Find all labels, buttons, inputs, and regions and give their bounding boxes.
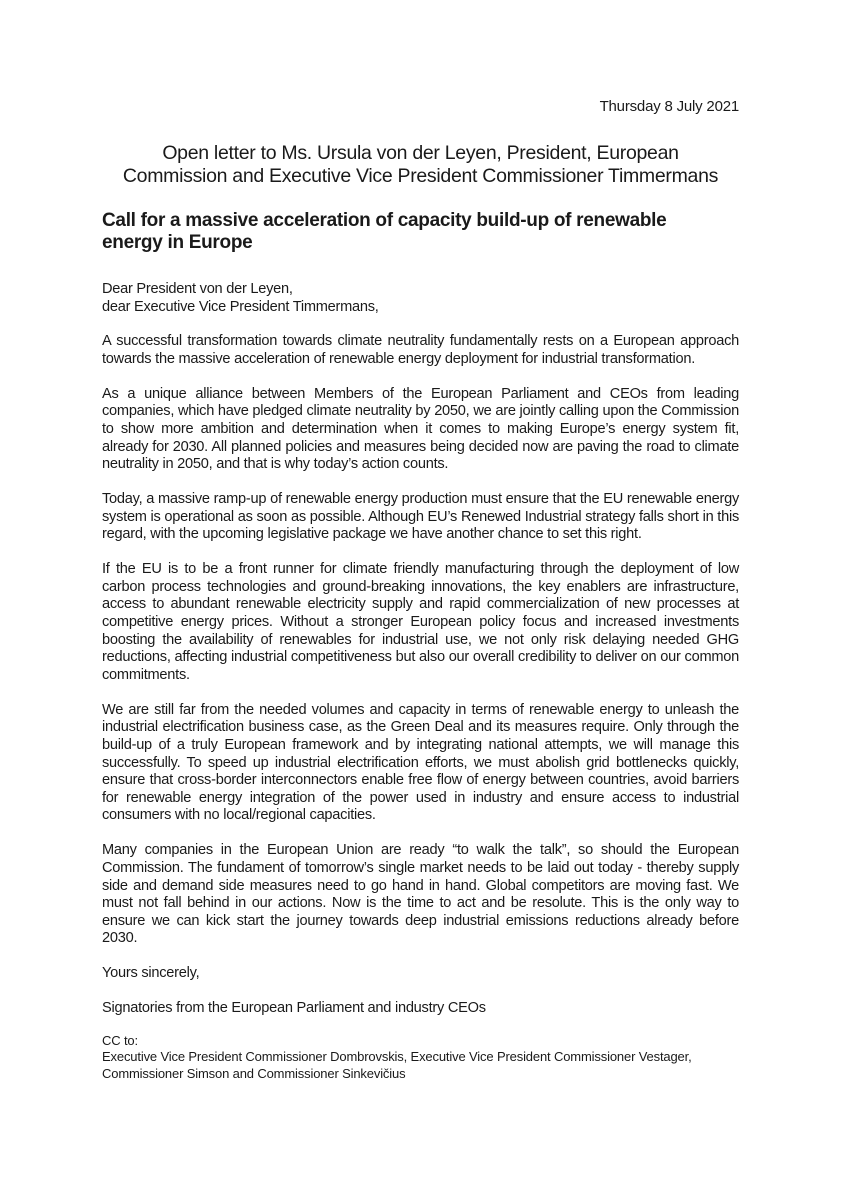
letter-title [92, 142, 749, 188]
letter-heading [102, 210, 739, 254]
paragraph: If the EU is to be a front runner for climate friendly manufacturing through the deployment of low carbon process technologies and ground-breaking innovations, the key enablers are infrastructure, access to abundant renewable electricity supply and rapid commercialization of new processes at competitive energy prices. Without a stronger European policy focus and increased investments boosting the availability of renewables for industrial use, we not only risk delaying needed GHG reductions, affecting industrial competitiveness but also our overall credibility to deliver on our common commitments. [102, 561, 739, 683]
cc-block [102, 1033, 739, 1082]
letter-date: Thursday 8 July 2021 [599, 98, 739, 115]
paragraph: Today, a massive ramp-up of renewable energy production must ensure that the EU renewable energy system is operational as soon as possible. Although EU’s Renewed Industrial strategy falls short in this regard, with the upcoming legislative package we have another chance to set this right. [102, 491, 739, 543]
salutation-line: Dear President von der Leyen, [102, 281, 293, 297]
cc-line: Executive Vice President Commissioner Dombrovskis, Executive Vice President Commissioner Vestager, [102, 1049, 692, 1065]
paragraph: We are still far from the needed volumes and capacity in terms of renewable energy to unleash the industrial electrification business case, as the Green Deal and its measures require. Only through the build-up of a truly European framework and by integrating national attempts, we will manage this successfully. To speed up industrial electrification efforts, we must abolish grid bottlenecks quickly, ensure that cross-border interconnectors enable free flow of energy between countries, avoid barriers for renewable energy integration of the power used in industry and ensure access to industrial consumers with no local/regional capacities. [102, 701, 739, 824]
paragraph: Many companies in the European Union are ready “to walk the talk”, so should the European Commission. The fundament of tomorrow’s single market needs to be laid out today - thereby supply side and demand side measures need to go hand in hand. Global competitors are moving fast. We must not fall behind in our actions. Now is the time to act and be resolute. This is the only way to ensure we can kick start the journey towards deep industrial emissions reductions already before 2030. [102, 842, 739, 947]
salutation [102, 281, 739, 316]
salutation-line: dear Executive Vice President Timmermans, [102, 298, 379, 315]
cc-line: Commissioner Simson and Commissioner Sinkevičius [102, 1065, 406, 1081]
title-line: Open letter to Ms. Ursula von der Leyen, President, European [162, 142, 679, 164]
letter-body [102, 281, 739, 1082]
signatories: Signatories from the European Parliament and industry CEOs [102, 1000, 486, 1017]
cc-label: CC to: [102, 1032, 138, 1048]
heading-line: energy in Europe [102, 232, 253, 253]
paragraph: As a unique alliance between Members of the European Parliament and CEOs from leading companies, which have pledged climate neutrality by 2050, we are jointly calling upon the Commission to show more ambition and determination when it comes to making Europe’s energy system fit, already for 2030. All planned policies and measures being decided now are paving the road to climate neutrality in 2050, and that is why today’s action counts. [102, 385, 739, 473]
heading-line: Call for a massive acceleration of capacity build-up of renewable [102, 210, 667, 231]
closing: Yours sincerely, [102, 965, 200, 982]
paragraph: A successful transformation towards climate neutrality fundamentally rests on a European approach towards the massive acceleration of renewable energy deployment for industrial transformation. [102, 333, 739, 367]
title-line: Commission and Executive Vice President Commissioner Timmermans [122, 165, 719, 187]
